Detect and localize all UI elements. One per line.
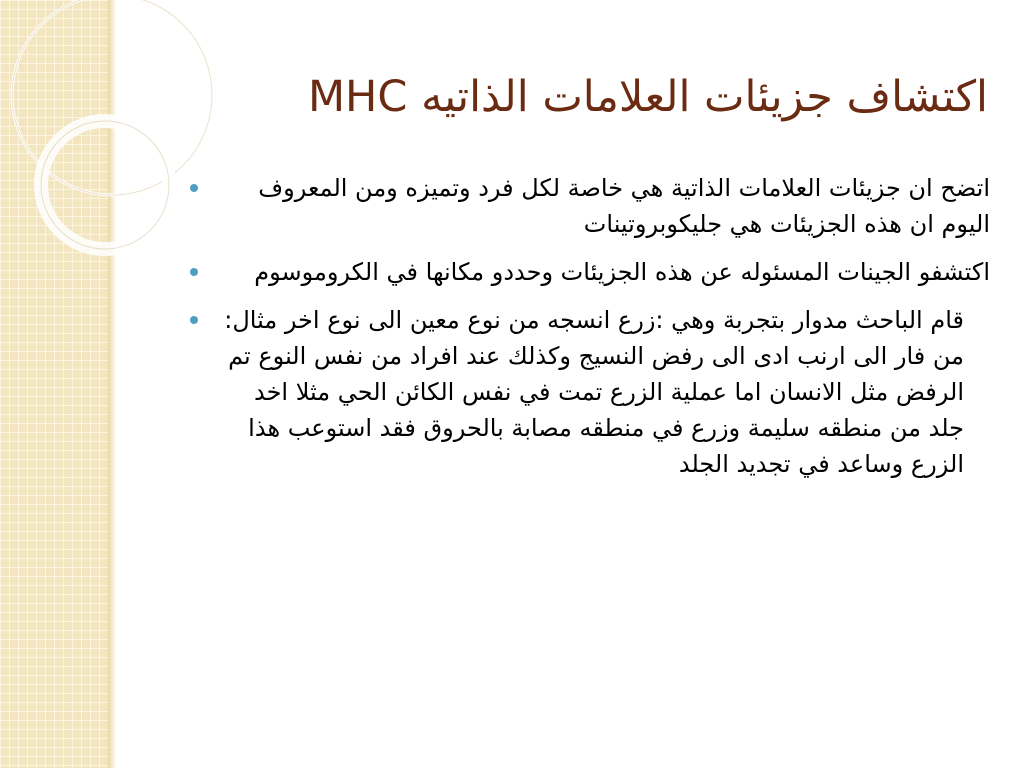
bullet-dot-icon xyxy=(190,184,198,192)
bullet-item-1 xyxy=(212,170,990,242)
bullet-item-2 xyxy=(212,254,990,290)
slide-title: اكتشاف جزيئات العلامات الذاتيه MHC xyxy=(307,72,988,122)
bullet-dot-icon xyxy=(190,316,198,324)
bullet-dot-icon xyxy=(190,268,198,276)
bullet-text-1: اتضح ان جزيئات العلامات الذاتية هي خاصة لكل فرد وتميزه ومن المعروف اليوم ان هذه الجزيئات هي جليكوبروتينات xyxy=(258,174,990,238)
bullet-list xyxy=(200,170,990,482)
bullet-text-2: اكتشفو الجينات المسئوله عن هذه الجزيئات وحددو مكانها في الكروموسوم xyxy=(254,258,990,286)
bullet-text-3: قام الباحث مدوار بتجربة وهي :زرع انسجه من نوع معين الى نوع اخر مثال: من فار الى ارنب ادى الى رفض النسيج وكذلك عند افراد من نفس النوع تم الرفض مثل الانسان اما عملية الزرع تمت في نفس الكائن الحي مثلا اخد جلد من منطقه سليمة وزرع في منطقه مصابة بالحروق فقد استوعب هذا الزرع وساعد في تجديد الجلد xyxy=(224,306,964,478)
bullet-item-3 xyxy=(212,302,990,482)
side-panel-edge xyxy=(108,0,116,768)
side-panel-pattern xyxy=(0,0,112,768)
